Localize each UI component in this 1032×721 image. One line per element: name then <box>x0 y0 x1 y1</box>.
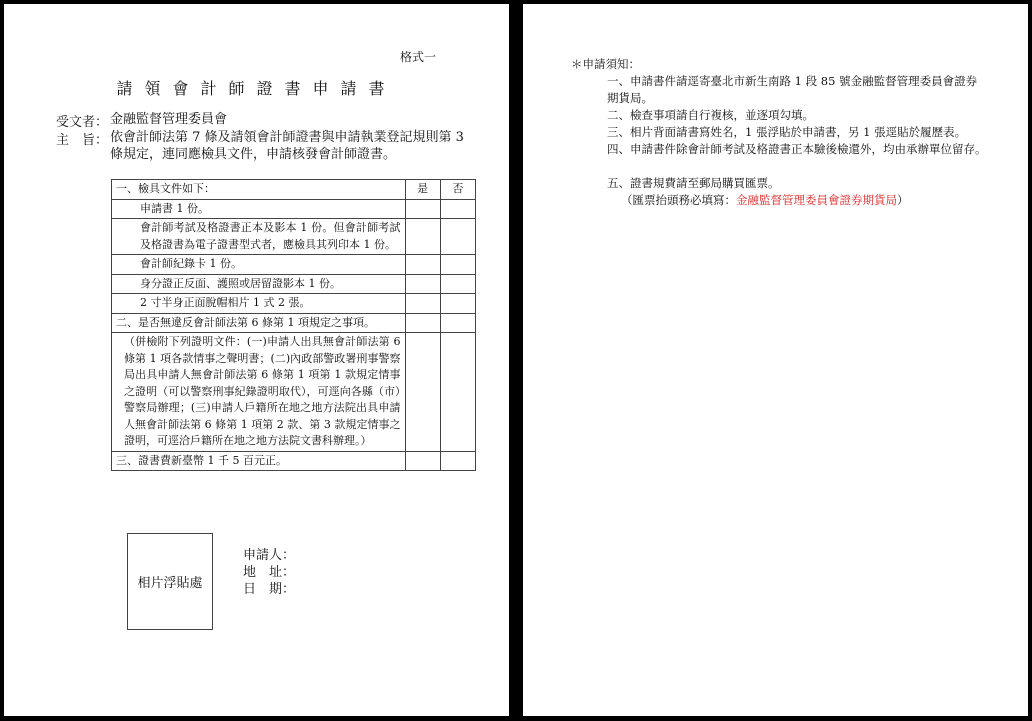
yes-checkbox-cell[interactable] <box>405 333 440 452</box>
doc-item: 申請書 1 份。 <box>112 199 406 219</box>
doc-item: 身分證正反面、護照或居留證影本 1 份。 <box>112 274 406 294</box>
yes-checkbox-cell[interactable] <box>405 219 440 255</box>
no-checkbox-cell[interactable] <box>440 313 475 333</box>
no-checkbox-cell[interactable] <box>440 451 475 471</box>
remit-prefix: （匯票抬頭務必填寫： <box>621 193 736 207</box>
remit-suffix: ） <box>897 193 909 207</box>
table-row <box>112 274 476 294</box>
date-field[interactable]: 日 期： <box>243 582 296 597</box>
notice-item: 四、申請書件除會計師考試及格證書正本驗後檢還外，均由承辦單位留存。 <box>607 142 987 156</box>
table-row <box>112 313 476 333</box>
checklist-section-1: 一、檢具文件如下： <box>112 180 406 200</box>
doc-item: 會計師考試及格證書正本及影本 1 份。但會計師考試及格證書為電子證書型式者，應檢具其列印本 1 份。 <box>112 219 406 255</box>
remit-payee: 金融監督管理委員會證券期貨局 <box>736 193 897 207</box>
table-row <box>112 199 476 219</box>
no-checkbox-cell[interactable] <box>440 199 475 219</box>
table-row <box>112 333 476 452</box>
checklist-section-3: 三、證書費新臺幣 1 千 5 百元正。 <box>112 451 406 471</box>
checklist-header-row <box>112 180 476 200</box>
doc-item: 會計師紀錄卡 1 份。 <box>112 255 406 275</box>
instructions-page <box>523 4 1028 716</box>
table-row <box>112 219 476 255</box>
address-field[interactable]: 地 址： <box>243 565 296 580</box>
yes-checkbox-cell[interactable] <box>405 274 440 294</box>
doc-item: 2 寸半身正面脫帽相片 1 式 2 張。 <box>112 294 406 314</box>
no-checkbox-cell[interactable] <box>440 274 475 294</box>
yes-checkbox-cell[interactable] <box>405 255 440 275</box>
no-checkbox-cell[interactable] <box>440 255 475 275</box>
recipient-row <box>56 111 470 130</box>
notice-item: 二、檢查事項請自行複核，並逐項勾填。 <box>607 108 814 122</box>
subject-label: 主 旨： <box>56 133 109 148</box>
document-checklist <box>111 179 476 471</box>
photo-attach-box <box>127 533 213 630</box>
yes-checkbox-cell[interactable] <box>405 451 440 471</box>
no-column-header: 否 <box>440 180 475 200</box>
subject-value: 依會計師法第 7 條及請領會計師證書與申請執業登記規則第 3 條規定，連同應檢具文件，申請核發會計師證書。 <box>110 130 464 162</box>
no-checkbox-cell[interactable] <box>440 294 475 314</box>
applicant-field[interactable]: 申請人： <box>243 548 296 563</box>
yes-checkbox-cell[interactable] <box>405 313 440 333</box>
checklist-section-2: 二、是否無違反會計師法第 6 條第 1 項規定之事項。 <box>112 313 406 333</box>
photo-box-label: 相片浮貼處 <box>137 576 203 591</box>
table-row <box>112 255 476 275</box>
notice-heading: ＊申請須知： <box>571 57 640 71</box>
table-row <box>112 294 476 314</box>
subject-row <box>56 129 470 163</box>
section-2-note: （併檢附下列證明文件：(一)申請人出具無會計師法第 6 條第 1 項各款情事之聲明書；(二)內政部警政署刑事警察局出具申請人無會計師法第 6 條第 1 項第 1 款規定情事之證明（可以警察刑事紀錄證明取代），可逕向各縣（市）警察局辦理；(三)申請人戶籍所在地之地方法院出具申請人無會計師法第 6 條第 1 項第 2 款、第 3 款規定情事之證明，可逕洽戶籍所在地之地方法院文書科辦理。） <box>112 333 406 452</box>
yes-checkbox-cell[interactable] <box>405 294 440 314</box>
document-title: 請領會計師證書申請書 <box>116 79 397 98</box>
recipient-value: 金融監督管理委員會 <box>110 112 228 127</box>
format-label: 格式一 <box>400 50 437 64</box>
remittance-note <box>621 192 909 208</box>
yes-column-header: 是 <box>405 180 440 200</box>
notice-item: 三、相片背面請書寫姓名，1 張浮貼於申請書，另 1 張逕貼於履歷表。 <box>607 125 967 139</box>
recipient-label: 受文者： <box>56 115 109 130</box>
yes-checkbox-cell[interactable] <box>405 199 440 219</box>
no-checkbox-cell[interactable] <box>440 219 475 255</box>
notice-item: 五、證書規費請至郵局購買匯票。 <box>607 176 780 190</box>
notice-item: 一、申請書件請逕寄臺北市新生南路 1 段 85 號金融監督管理委員會證券期貨局。 <box>607 74 978 105</box>
table-row <box>112 451 476 471</box>
no-checkbox-cell[interactable] <box>440 333 475 452</box>
form-page <box>4 4 509 716</box>
